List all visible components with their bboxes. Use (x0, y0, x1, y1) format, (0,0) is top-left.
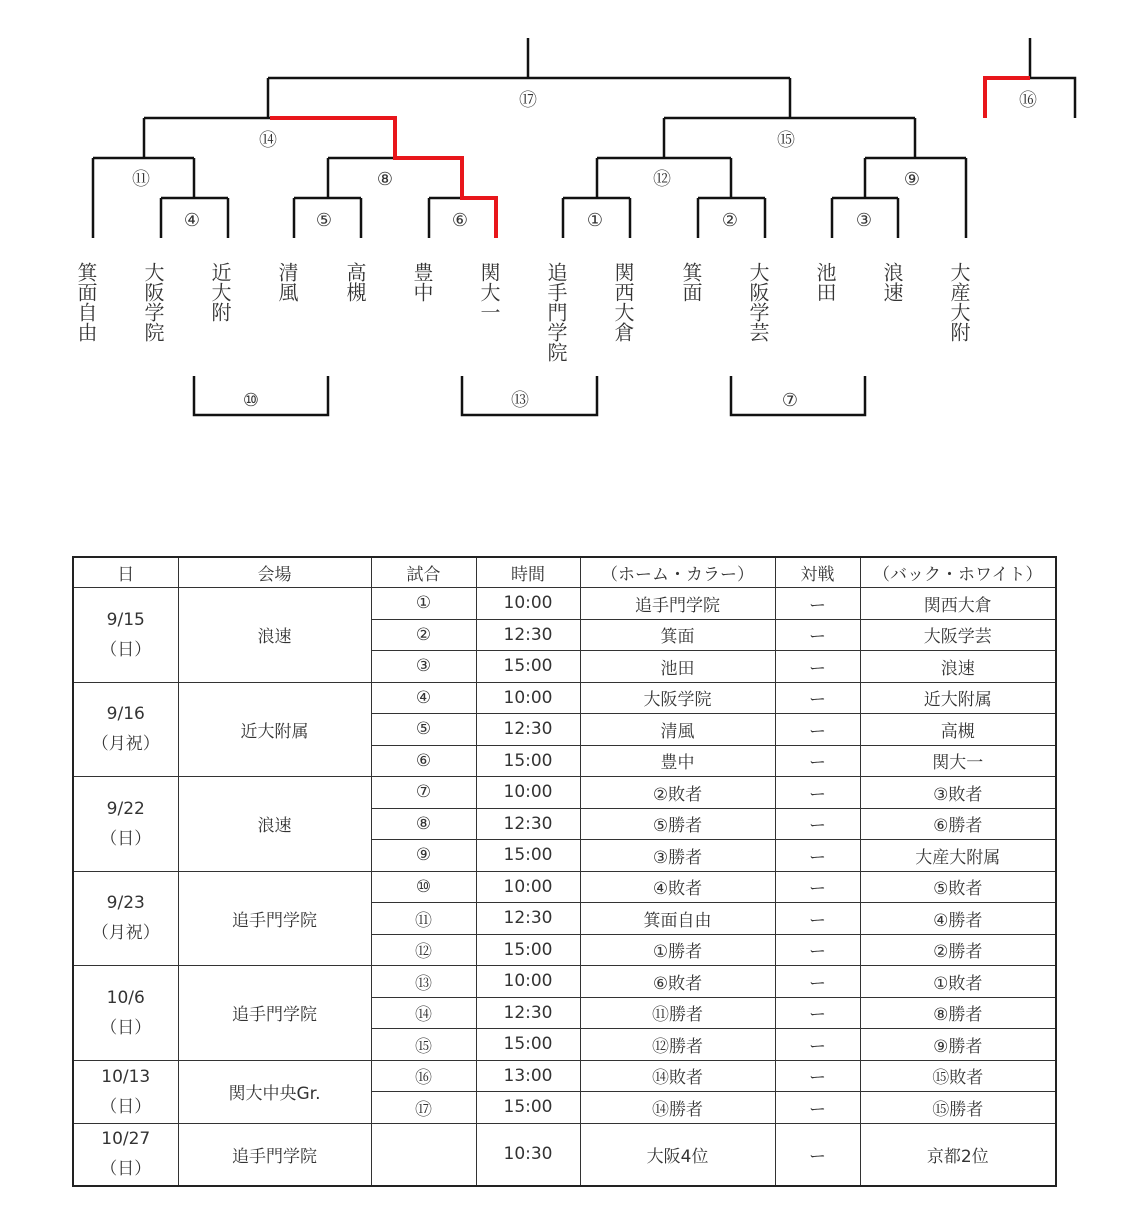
home-team-cell: 箕面自由 (580, 903, 775, 935)
versus-cell: ー (775, 966, 860, 998)
away-team-cell: ⑨勝者 (860, 1029, 1056, 1061)
time-cell: 10:00 (476, 777, 580, 809)
match-5-label: ⑤ (315, 210, 333, 231)
versus-cell: ー (775, 714, 860, 746)
time-cell: 15:00 (476, 745, 580, 777)
away-team-cell: ①敗者 (860, 966, 1056, 998)
team-name: 箕面 (679, 262, 703, 302)
date-cell (73, 1060, 178, 1123)
team-name: 高槻 (343, 262, 367, 302)
match-7-label: ⑦ (781, 390, 799, 411)
game-number-cell: ⑦ (371, 777, 476, 809)
time-cell: 12:30 (476, 997, 580, 1029)
team-name: 大阪学院 (141, 262, 165, 342)
away-team-cell: ⑥勝者 (860, 808, 1056, 840)
time-cell: 15:00 (476, 651, 580, 683)
versus-cell: ー (775, 1060, 860, 1092)
game-number-cell: ④ (371, 682, 476, 714)
versus-cell: ー (775, 808, 860, 840)
date-cell (73, 1123, 178, 1186)
game-number-cell (371, 1123, 476, 1186)
home-team-cell: 池田 (580, 651, 775, 683)
team-name: 豊中 (410, 262, 434, 302)
match-numbers (132, 90, 1037, 411)
away-team-cell: 大阪学芸 (860, 619, 1056, 651)
column-header: 日 (73, 557, 178, 588)
versus-cell: ー (775, 651, 860, 683)
table-header-row (73, 557, 1056, 588)
venue-cell: 追手門学院 (178, 1123, 371, 1186)
weekday: （日） (100, 1017, 152, 1038)
versus-cell: ー (775, 619, 860, 651)
time-cell: 10:00 (476, 871, 580, 903)
column-header: （バック・ホワイト） (860, 557, 1056, 588)
schedule-body (73, 588, 1056, 1186)
weekday: （月祝） (91, 734, 160, 755)
game-number-cell: ⑭ (371, 997, 476, 1029)
time-cell: 10:00 (476, 588, 580, 620)
match-12-label: ⑫ (653, 169, 671, 190)
venue-cell: 関大中央Gr. (178, 1060, 371, 1123)
home-team-cell: 箕面 (580, 619, 775, 651)
team-name: 清風 (275, 262, 299, 302)
time-cell: 12:30 (476, 619, 580, 651)
game-number-cell: ⑤ (371, 714, 476, 746)
away-team-cell: ⑤敗者 (860, 871, 1056, 903)
game-number-cell: ⑪ (371, 903, 476, 935)
date-cell (73, 871, 178, 966)
versus-cell: ー (775, 997, 860, 1029)
time-cell: 10:00 (476, 682, 580, 714)
time-cell: 12:30 (476, 808, 580, 840)
away-team-cell: 浪速 (860, 651, 1056, 683)
venue-cell: 浪速 (178, 777, 371, 872)
weekday: （日） (100, 1159, 152, 1179)
versus-cell: ー (775, 1029, 860, 1061)
away-team-cell: 関西大倉 (860, 588, 1056, 620)
team-name: 箕面自由 (74, 262, 98, 342)
time-cell: 12:30 (476, 714, 580, 746)
table-row (73, 1123, 1056, 1186)
game-number-cell: ⑬ (371, 966, 476, 998)
team-name: 池田 (813, 262, 837, 302)
home-team-cell: ②敗者 (580, 777, 775, 809)
table-row (73, 871, 1056, 903)
match-17-label: ⑰ (519, 90, 537, 111)
match-6-label: ⑥ (451, 210, 469, 231)
team-name: 大阪学芸 (746, 262, 770, 342)
weekday: （日） (100, 1096, 152, 1117)
home-team-cell: 大阪4位 (580, 1123, 775, 1186)
away-team-cell: ⑧勝者 (860, 997, 1056, 1029)
match-4-label: ④ (183, 210, 201, 231)
home-team-cell: ⑭敗者 (580, 1060, 775, 1092)
time-cell: 15:00 (476, 1029, 580, 1061)
versus-cell: ー (775, 588, 860, 620)
match-8-label: ⑧ (376, 169, 394, 190)
date: 9/16 (106, 704, 145, 725)
away-team-cell: 京都2位 (860, 1123, 1056, 1186)
date: 10/6 (106, 987, 145, 1008)
home-team-cell: ①勝者 (580, 934, 775, 966)
home-team-cell: ⑥敗者 (580, 966, 775, 998)
home-team-cell: 清風 (580, 714, 775, 746)
table-row (73, 588, 1056, 620)
match-2-label: ② (721, 210, 739, 231)
team-name: 浪速 (880, 262, 904, 302)
tournament-bracket (0, 0, 1125, 440)
versus-cell: ー (775, 1123, 860, 1186)
date: 9/15 (106, 609, 145, 630)
time-cell: 15:00 (476, 934, 580, 966)
date-cell (73, 588, 178, 683)
column-header: 対戦 (775, 557, 860, 588)
home-team-cell: ⑭勝者 (580, 1092, 775, 1124)
team-name: 関大一 (477, 262, 501, 322)
column-header: （ホーム・カラー） (580, 557, 775, 588)
team-name: 関西大倉 (611, 262, 635, 342)
weekday: （日） (100, 828, 152, 849)
venue-cell: 追手門学院 (178, 966, 371, 1061)
game-number-cell: ⑮ (371, 1029, 476, 1061)
date: 10/27 (101, 1129, 151, 1149)
team-name: 大産大附 (947, 262, 971, 342)
match-10-label: ⑩ (242, 390, 260, 411)
team-name: 近大附 (208, 262, 232, 322)
weekday: （月祝） (91, 923, 160, 944)
away-team-cell: 高槻 (860, 714, 1056, 746)
versus-cell: ー (775, 777, 860, 809)
versus-cell: ー (775, 840, 860, 872)
game-number-cell: ⑥ (371, 745, 476, 777)
home-team-cell: 追手門学院 (580, 588, 775, 620)
table-row (73, 966, 1056, 998)
time-cell: 13:00 (476, 1060, 580, 1092)
date: 9/23 (106, 893, 145, 914)
home-team-cell: ⑫勝者 (580, 1029, 775, 1061)
venue-cell: 近大附属 (178, 682, 371, 777)
table-row (73, 682, 1056, 714)
away-team-cell: ③敗者 (860, 777, 1056, 809)
game-number-cell: ② (371, 619, 476, 651)
away-team-cell: 関大一 (860, 745, 1056, 777)
time-cell: 10:00 (476, 966, 580, 998)
game-number-cell: ⑨ (371, 840, 476, 872)
match-9-label: ⑨ (903, 169, 921, 190)
away-team-cell: 近大附属 (860, 682, 1056, 714)
time-cell: 10:30 (476, 1123, 580, 1186)
home-team-cell: 大阪学院 (580, 682, 775, 714)
game-number-cell: ⑧ (371, 808, 476, 840)
versus-cell: ー (775, 903, 860, 935)
home-team-cell: ⑤勝者 (580, 808, 775, 840)
time-cell: 15:00 (476, 840, 580, 872)
game-number-cell: ① (371, 588, 476, 620)
date: 10/13 (101, 1066, 151, 1087)
venue-cell: 浪速 (178, 588, 371, 683)
match-15-label: ⑮ (777, 130, 795, 151)
date-cell (73, 682, 178, 777)
versus-cell: ー (775, 934, 860, 966)
away-team-cell: ⑮勝者 (860, 1092, 1056, 1124)
versus-cell: ー (775, 871, 860, 903)
game-number-cell: ⑰ (371, 1092, 476, 1124)
away-team-cell: 大産大附属 (860, 840, 1056, 872)
home-team-cell: ③勝者 (580, 840, 775, 872)
bracket-lines (93, 38, 1075, 415)
time-cell: 15:00 (476, 1092, 580, 1124)
game-number-cell: ⑯ (371, 1060, 476, 1092)
date-cell (73, 966, 178, 1061)
game-number-cell: ⑩ (371, 871, 476, 903)
column-header: 時間 (476, 557, 580, 588)
away-team-cell: ④勝者 (860, 903, 1056, 935)
home-team-cell: ⑪勝者 (580, 997, 775, 1029)
table-row (73, 777, 1056, 809)
team-name: 追手門学院 (544, 262, 568, 362)
schedule-table (72, 556, 1057, 1187)
versus-cell: ー (775, 682, 860, 714)
game-number-cell: ③ (371, 651, 476, 683)
match-11-label: ⑪ (132, 169, 150, 190)
match-16-label: ⑯ (1019, 90, 1037, 111)
venue-cell: 追手門学院 (178, 871, 371, 966)
match-1-label: ① (586, 210, 604, 231)
column-header: 会場 (178, 557, 371, 588)
away-team-cell: ②勝者 (860, 934, 1056, 966)
home-team-cell: ④敗者 (580, 871, 775, 903)
table-row (73, 1060, 1056, 1092)
match-3-label: ③ (855, 210, 873, 231)
date: 9/22 (106, 798, 145, 819)
date-cell (73, 777, 178, 872)
weekday: （日） (100, 639, 152, 660)
time-cell: 12:30 (476, 903, 580, 935)
versus-cell: ー (775, 1092, 860, 1124)
column-header: 試合 (371, 557, 476, 588)
versus-cell: ー (775, 745, 860, 777)
match-14-label: ⑭ (259, 130, 277, 151)
game-number-cell: ⑫ (371, 934, 476, 966)
match-13-label: ⑬ (511, 390, 529, 411)
home-team-cell: 豊中 (580, 745, 775, 777)
away-team-cell: ⑮敗者 (860, 1060, 1056, 1092)
